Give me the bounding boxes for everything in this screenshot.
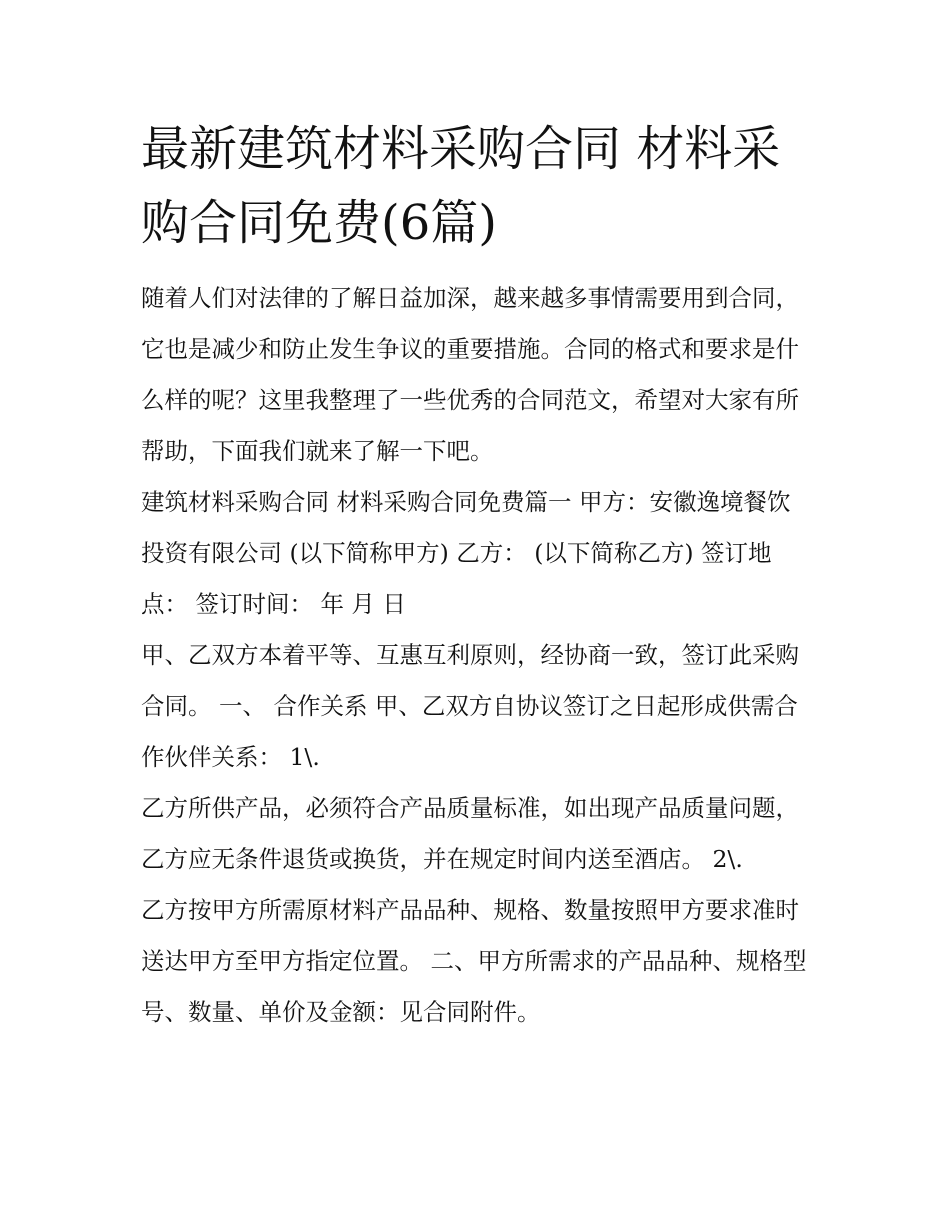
contract-parties-paragraph: 建筑材料采购合同 材料采购合同免费篇一 甲方：安徽逸境餐饮投资有限公司 (以下简称甲方) 乙方： (以下简称乙方) 签订地点： 签订时间： 年 月 日 bbox=[141, 488, 791, 618]
document-title: 最新建筑材料采购合同 材料采购合同免费(6篇) bbox=[141, 121, 781, 251]
delivery-paragraph: 乙方按甲方所需原材料产品品种、规格、数量按照甲方要求准时送达甲方至甲方指定位置。 二、甲方所需求的产品品种、规格型号、数量、单价及金额：见合同附件。 bbox=[141, 896, 807, 1026]
intro-paragraph: 随着人们对法律的了解日益加深，越来越多事情需要用到合同，它也是减少和防止发生争议的重要措施。合同的格式和要求是什么样的呢？这里我整理了一些优秀的合同范文，希望对大家有所帮助，下面我们就来了解一下吧。 bbox=[141, 284, 799, 465]
document-body bbox=[141, 112, 813, 1038]
quality-paragraph: 乙方所供产品，必须符合产品质量标准，如出现产品质量问题，乙方应无条件退货或换货，并在规定时间内送至酒店。 2\. bbox=[141, 794, 799, 873]
cooperation-paragraph: 甲、乙双方本着平等、互惠互利原则，经协商一致，签订此采购合同。 一、 合作关系 甲、乙双方自协议签订之日起形成供需合作伙伴关系： 1\. bbox=[141, 641, 799, 771]
